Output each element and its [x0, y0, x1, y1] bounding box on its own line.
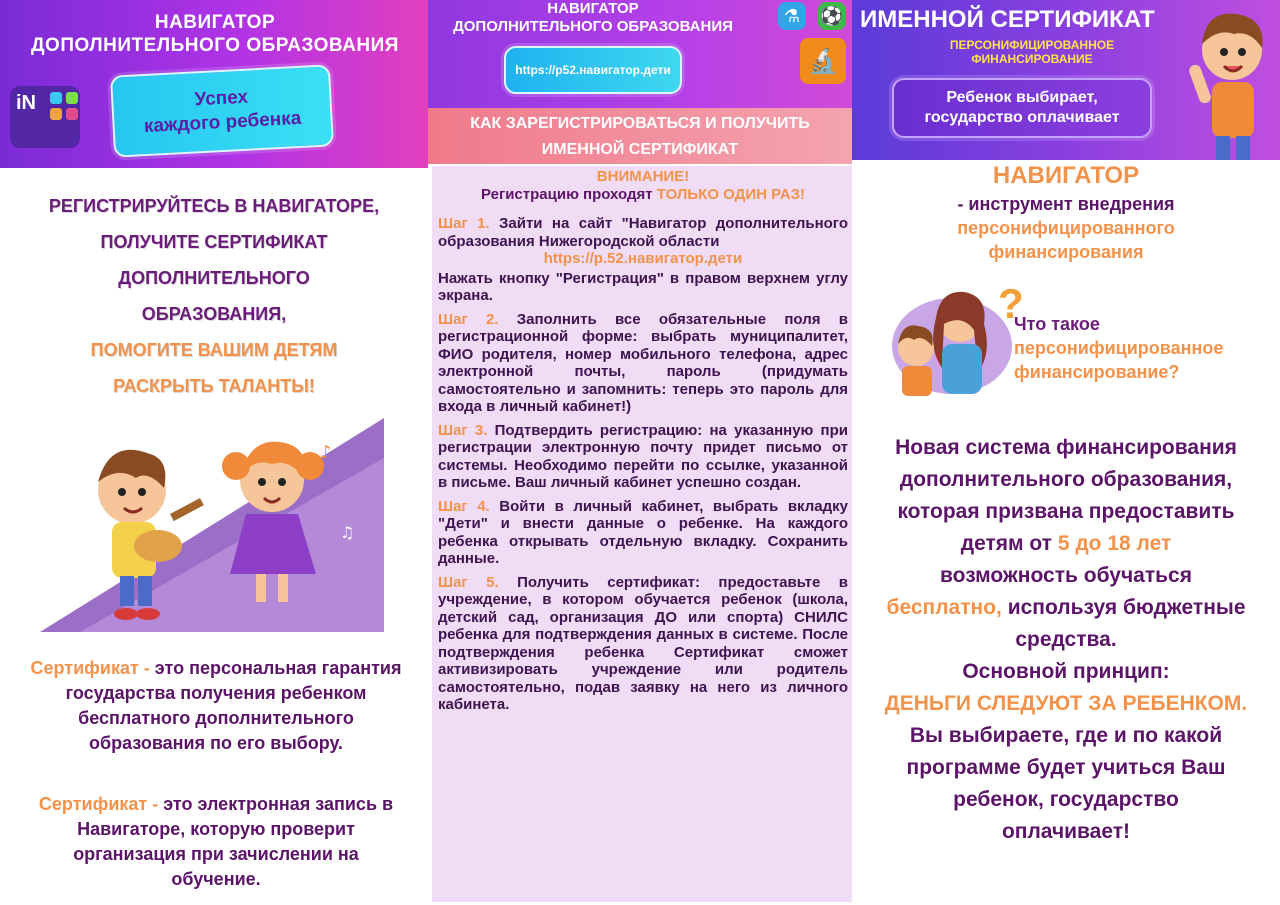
system-line: средства. — [1015, 628, 1117, 651]
banner-subtitle-line1: ПЕРСОНИФИЦИРОВАННОЕ — [949, 38, 1115, 52]
question-mark-icon: ? — [998, 280, 1024, 327]
definition-term: Сертификат - — [30, 658, 155, 678]
cta-line: ПОЛУЧИТЕ СЕРТИФИКАТ — [100, 232, 328, 252]
waving-boy-illustration — [1186, 4, 1276, 160]
step-1-continued — [438, 270, 848, 305]
navigator-banner-middle — [428, 0, 852, 108]
certificate-definition-2 — [28, 792, 404, 892]
step-text: Заполнить все обязательные поля в регистрационной форме: выбрать муниципалитет, ФИО родителя, номер мобильного телефона, адрес электронной почты, пароль (придумать самостоятельно и запомнить: теперь это пароль для входа в личный кабинет!) — [438, 310, 848, 415]
step-label: Шаг 3. — [438, 421, 495, 439]
navigator-description — [852, 160, 1280, 264]
definition-text: это персональная гарантия государства получения ребенком бесплатного дополнительного образования по его выбору. — [65, 658, 402, 753]
system-line: программе будет учиться Ваш — [906, 756, 1226, 779]
age-prefix: детям от — [960, 532, 1058, 555]
slogan-badge — [892, 78, 1152, 138]
step-3 — [438, 422, 848, 492]
free-rest: используя бюджетные — [1001, 596, 1246, 619]
step-1-url[interactable]: https://p.52.навигатор.дети — [543, 250, 743, 267]
system-line: оплачивает! — [1001, 820, 1131, 843]
principle-highlight: ДЕНЬГИ СЛЕДУЮТ ЗА РЕБЕНКОМ. — [884, 692, 1248, 715]
free-highlight: бесплатно, — [886, 596, 1002, 619]
app-icon-small — [66, 92, 78, 104]
slogan-line2: каждого ребенка — [143, 107, 302, 138]
banner-title — [10, 12, 420, 58]
slogan-line2: государство оплачивает — [924, 109, 1120, 126]
call-to-action — [18, 188, 410, 404]
step-label: Шаг 1. — [438, 215, 499, 232]
definition-text: это электронная запись в Навигаторе, которую проверит организация при зачислении на обучение. — [73, 794, 394, 889]
banner-title: ИМЕННОЙ СЕРТИФИКАТ — [860, 6, 1155, 33]
website-url-badge[interactable] — [504, 46, 682, 94]
slogan-line1: Ребенок выбирает, — [946, 89, 1098, 106]
question-line1: Что такое — [1014, 314, 1100, 334]
system-line: которая призвана предоставить — [897, 500, 1235, 523]
system-line: Вы выбираете, где и по какой — [909, 724, 1223, 747]
navigator-highlight-2: финансирования — [988, 242, 1144, 262]
science-icon: ⚗ — [778, 2, 806, 30]
app-icon-small — [50, 108, 62, 120]
slogan-line1: Успех — [194, 86, 249, 111]
certificate-definition-1 — [28, 656, 404, 756]
navigator-highlight-1: персонифицированного — [957, 218, 1175, 238]
once-prefix: Регистрацию проходят — [480, 185, 657, 203]
app-icon-small — [50, 92, 62, 104]
definition-term: Сертификат - — [38, 794, 164, 814]
logo-text: iN — [16, 92, 36, 114]
cta-line: РЕГИСТРИРУЙТЕСЬ В НАВИГАТОРЕ, — [48, 196, 380, 216]
navigator-logo — [10, 86, 80, 148]
slogan-badge — [110, 64, 334, 157]
step-text: Подтвердить регистрацию: на указанную при регистрации электронную почту придет письмо от системы. Необходимо перейти по ссылке, указанной в письме. Ваш личный кабинет успешно создан. — [438, 421, 848, 491]
navigator-title: НАВИГАТОР — [992, 162, 1140, 189]
navigator-banner — [0, 0, 428, 168]
step-text: Нажать кнопку "Регистрация" в правом верхнем углу экрана. — [438, 269, 848, 304]
cta-line: ДОПОЛНИТЕЛЬНОГО — [118, 268, 310, 288]
navigator-subtitle: - инструмент внедрения — [957, 194, 1175, 214]
step-text: Зайти на сайт "Навигатор дополнительного образования Нижегородской области — [438, 215, 849, 250]
age-range: 5 до 18 лет — [1057, 532, 1172, 555]
step-2 — [438, 311, 848, 416]
svg-text:♫: ♫ — [340, 523, 355, 542]
what-is-question — [1014, 312, 1274, 384]
right-panel — [852, 0, 1280, 905]
how-to-register-heading — [428, 108, 852, 164]
new-system-description — [862, 432, 1270, 848]
question-line3: финансирование? — [1014, 362, 1180, 382]
certificate-banner — [852, 0, 1280, 160]
soccer-ball-icon: ⚽ — [818, 2, 846, 30]
step-text: Получить сертификат: предоставьте в учреждение, в котором обучается ребенок (школа, детский сад, организация ДО или спорта) СНИЛС ребенка для подтверждения данных в системе. После подтверждения ребенка Сертификат сможет активизировать учреждение или родитель самостоятельно, подав заявку на него из личного кабинета. — [438, 573, 848, 713]
register-once-note — [438, 186, 848, 204]
website-url: https://p52.навигатор.дети — [515, 62, 671, 77]
step-5 — [438, 574, 848, 714]
principle-label: Основной принцип: — [962, 660, 1170, 683]
step-4 — [438, 498, 848, 568]
microscope-icon: 🔬 — [800, 38, 846, 84]
system-line-age — [862, 528, 1270, 560]
heading-line1: КАК ЗАРЕГИСТРИРОВАТЬСЯ И ПОЛУЧИТЬ — [470, 115, 810, 132]
cta-line: ОБРАЗОВАНИЯ, — [141, 304, 287, 324]
heading-line2: ИМЕННОЙ СЕРТИФИКАТ — [541, 141, 739, 158]
banner-subtitle — [902, 38, 1162, 67]
children-music-illustration — [40, 418, 384, 632]
question-line2: персонифицированное — [1014, 338, 1224, 358]
middle-panel — [428, 0, 852, 905]
banner-subtitle-line2: ФИНАНСИРОВАНИЕ — [971, 52, 1093, 67]
step-label: Шаг 5. — [438, 573, 518, 591]
step-text: Войти в личный кабинет, выбрать вкладку "Дети" и внести данные о ребенке. На каждого ребенка открывать отдельную вкладку. Сохранить данные. — [438, 497, 848, 567]
step-label: Шаг 4. — [438, 497, 500, 515]
banner-title-line2: ДОПОЛНИТЕЛЬНОГО ОБРАЗОВАНИЯ — [31, 34, 399, 56]
system-line-free — [862, 592, 1270, 624]
cta-line-orange: РАСКРЫТЬ ТАЛАНТЫ! — [113, 376, 315, 396]
banner-title — [428, 0, 758, 36]
cta-line-orange: ПОМОГИТЕ ВАШИМ ДЕТЯМ — [90, 340, 338, 360]
banner-title-line1: НАВИГАТОР — [547, 0, 639, 17]
once-highlight: ТОЛЬКО ОДИН РАЗ! — [656, 185, 806, 203]
banner-title-line1: НАВИГАТОР — [154, 12, 276, 33]
app-icon-small — [66, 108, 78, 120]
step-label: Шаг 2. — [438, 310, 517, 328]
system-line: возможность обучаться — [940, 564, 1192, 587]
system-line: ребенок, государство — [953, 788, 1179, 811]
attention-label: ВНИМАНИЕ! — [596, 168, 690, 185]
svg-text:♪: ♪ — [320, 442, 332, 463]
left-panel — [0, 0, 428, 905]
system-line: дополнительного образования, — [899, 468, 1233, 491]
registration-steps — [438, 168, 848, 714]
mother-and-child-illustration — [882, 284, 1012, 396]
system-line: Новая система финансирования — [895, 436, 1237, 459]
step-1 — [438, 215, 848, 250]
banner-title-line2: ДОПОЛНИТЕЛЬНОГО ОБРАЗОВАНИЯ — [453, 18, 733, 35]
